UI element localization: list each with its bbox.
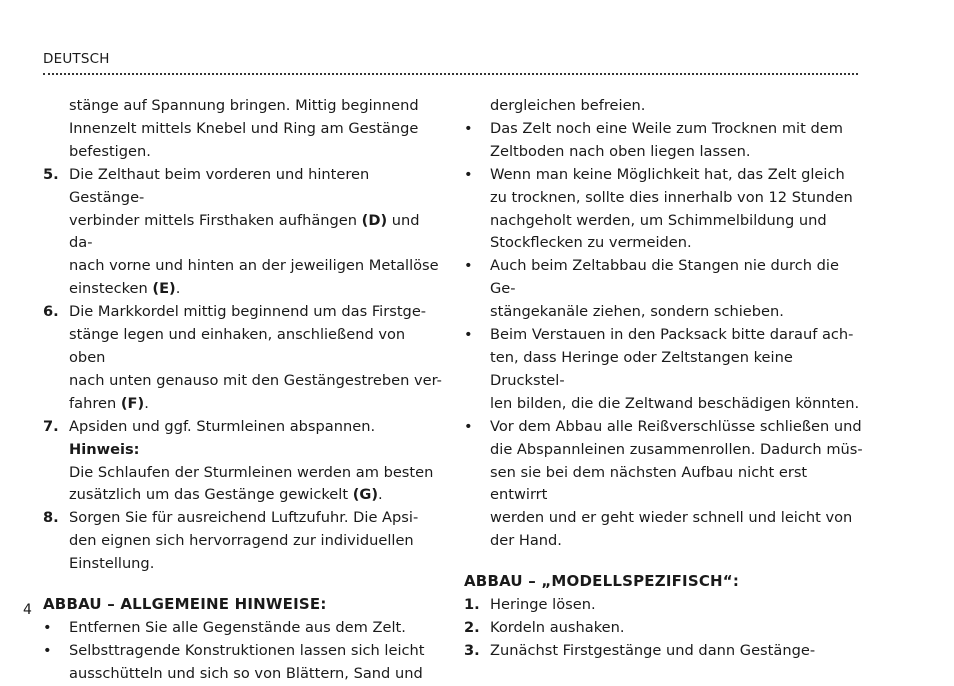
section-heading: ABBAU – ALLGEMEINE HINWEISE: bbox=[43, 595, 327, 614]
bullet-marker: • bbox=[43, 618, 52, 636]
right-column bbox=[464, 95, 864, 663]
step-3 bbox=[464, 640, 864, 663]
page-number: 4 bbox=[23, 602, 32, 618]
step-number: 6. bbox=[43, 303, 59, 321]
text-line: nach vorne und hinten an der jeweiligen Metallöse bbox=[69, 257, 439, 275]
text-line: Beim Verstauen in den Packsack bitte darauf ach- bbox=[490, 326, 854, 344]
text-line: fahren (F). bbox=[69, 394, 149, 412]
text-line: sen sie bei dem nächsten Aufbau nicht erst entwirrt bbox=[490, 463, 808, 504]
step-number: 1. bbox=[464, 596, 480, 614]
bullet-item bbox=[43, 640, 443, 686]
bullet-marker: • bbox=[464, 257, 473, 275]
step-number: 8. bbox=[43, 509, 59, 527]
text-line: ten, dass Heringe oder Zeltstangen keine Druckstel- bbox=[490, 348, 793, 389]
text-line: nachgeholt werden, um Schimmelbildung und bbox=[490, 211, 827, 229]
step-1 bbox=[464, 594, 864, 617]
text-line: einstecken (E). bbox=[69, 280, 181, 298]
bullet-marker: • bbox=[464, 417, 473, 435]
text-line: len bilden, die die Zeltwand beschädigen könnten. bbox=[490, 394, 860, 412]
text-line: die Abspannleinen zusammenrollen. Dadurch müs- bbox=[490, 440, 863, 458]
bullet-marker: • bbox=[464, 326, 473, 344]
figure-ref: (F) bbox=[120, 394, 145, 412]
text-line: Wenn man keine Möglichkeit hat, das Zelt gleich bbox=[490, 165, 845, 183]
text-line: Sorgen Sie für ausreichend Luftzufuhr. Die Apsi- bbox=[69, 509, 419, 527]
text-line: Die Schlaufen der Sturmleinen werden am besten bbox=[69, 463, 434, 481]
step-2 bbox=[464, 617, 864, 640]
text-line: der Hand. bbox=[490, 532, 562, 550]
text-line: Kordeln aushaken. bbox=[490, 618, 625, 636]
text-line: Das Zelt noch eine Weile zum Trocknen mit dem bbox=[490, 119, 843, 137]
step-6 bbox=[43, 301, 443, 416]
text-line: Auch beim Zeltabbau die Stangen nie durch die Ge- bbox=[490, 257, 839, 298]
text-line: ausschütteln und sich so von Blättern, Sand und bbox=[69, 664, 423, 682]
step-8 bbox=[43, 507, 443, 576]
hint-label: Hinweis: bbox=[69, 440, 140, 458]
figure-ref: (G) bbox=[352, 486, 379, 504]
step-number: 2. bbox=[464, 618, 480, 636]
step-7 bbox=[43, 416, 443, 508]
step-5 bbox=[43, 164, 443, 301]
step-number: 5. bbox=[43, 165, 59, 183]
text-line: Zeltboden nach oben liegen lassen. bbox=[490, 142, 751, 160]
bullet-item bbox=[464, 118, 864, 164]
continued-paragraph bbox=[464, 95, 864, 118]
figure-ref: (D) bbox=[361, 211, 388, 229]
figure-ref: (E) bbox=[152, 280, 176, 298]
bullet-item bbox=[464, 255, 864, 324]
text-line: zusätzlich um das Gestänge gewickelt (G). bbox=[69, 486, 383, 504]
dotted-divider bbox=[43, 73, 858, 75]
text-line: stängekanäle ziehen, sondern schieben. bbox=[490, 303, 784, 321]
continued-paragraph bbox=[43, 95, 443, 164]
text-line: werden und er geht wieder schnell und leicht von bbox=[490, 509, 853, 527]
step-number: 3. bbox=[464, 641, 480, 659]
bullet-item bbox=[464, 164, 864, 256]
bullet-marker: • bbox=[464, 165, 473, 183]
text-line: zu trocknen, sollte dies innerhalb von 12 Stunden bbox=[490, 188, 853, 206]
text-line: Die Markkordel mittig beginnend um das Firstge- bbox=[69, 303, 427, 321]
text-line: Vor dem Abbau alle Reißverschlüsse schließen und bbox=[490, 417, 862, 435]
bullet-item bbox=[43, 617, 443, 640]
text-line: Zunächst Firstgestänge und dann Gestänge- bbox=[490, 641, 816, 659]
text-line: Stockflecken zu vermeiden. bbox=[490, 234, 692, 252]
text-line: stänge legen und einhaken, anschließend von oben bbox=[69, 326, 406, 366]
text-line: Innenzelt mittels Knebel und Ring am Gestänge bbox=[69, 119, 419, 137]
text-line: Einstellung. bbox=[69, 555, 155, 573]
text-line: Entfernen Sie alle Gegenstände aus dem Zelt. bbox=[69, 618, 406, 636]
text-line: den eignen sich hervorragend zur individuellen bbox=[69, 532, 414, 550]
language-header: DEUTSCH bbox=[43, 51, 110, 67]
bullet-item bbox=[464, 324, 864, 416]
section-heading: ABBAU – „MODELLSPEZIFISCH“: bbox=[464, 572, 740, 591]
text-line: stänge auf Spannung bringen. Mittig beginnend bbox=[69, 97, 419, 114]
bullet-item bbox=[464, 416, 864, 553]
text-line: nach unten genauso mit den Gestängestreben ver- bbox=[69, 371, 442, 389]
bullet-marker: • bbox=[464, 119, 473, 137]
text-line: Heringe lösen. bbox=[490, 596, 596, 614]
text-line: Apsiden und ggf. Sturmleinen abspannen. Hinweis: bbox=[69, 417, 376, 458]
bullet-marker: • bbox=[43, 641, 52, 659]
text-line: Die Zelthaut beim vorderen und hinteren Gestänge- bbox=[69, 165, 370, 206]
step-number: 7. bbox=[43, 417, 59, 435]
left-column bbox=[43, 95, 443, 686]
text-line: verbinder mittels Firsthaken aufhängen (D) und da- bbox=[69, 211, 420, 252]
text-line: befestigen. bbox=[69, 142, 151, 160]
text-line: dergleichen befreien. bbox=[490, 97, 646, 114]
text-line: Selbsttragende Konstruktionen lassen sich leicht bbox=[69, 641, 425, 659]
